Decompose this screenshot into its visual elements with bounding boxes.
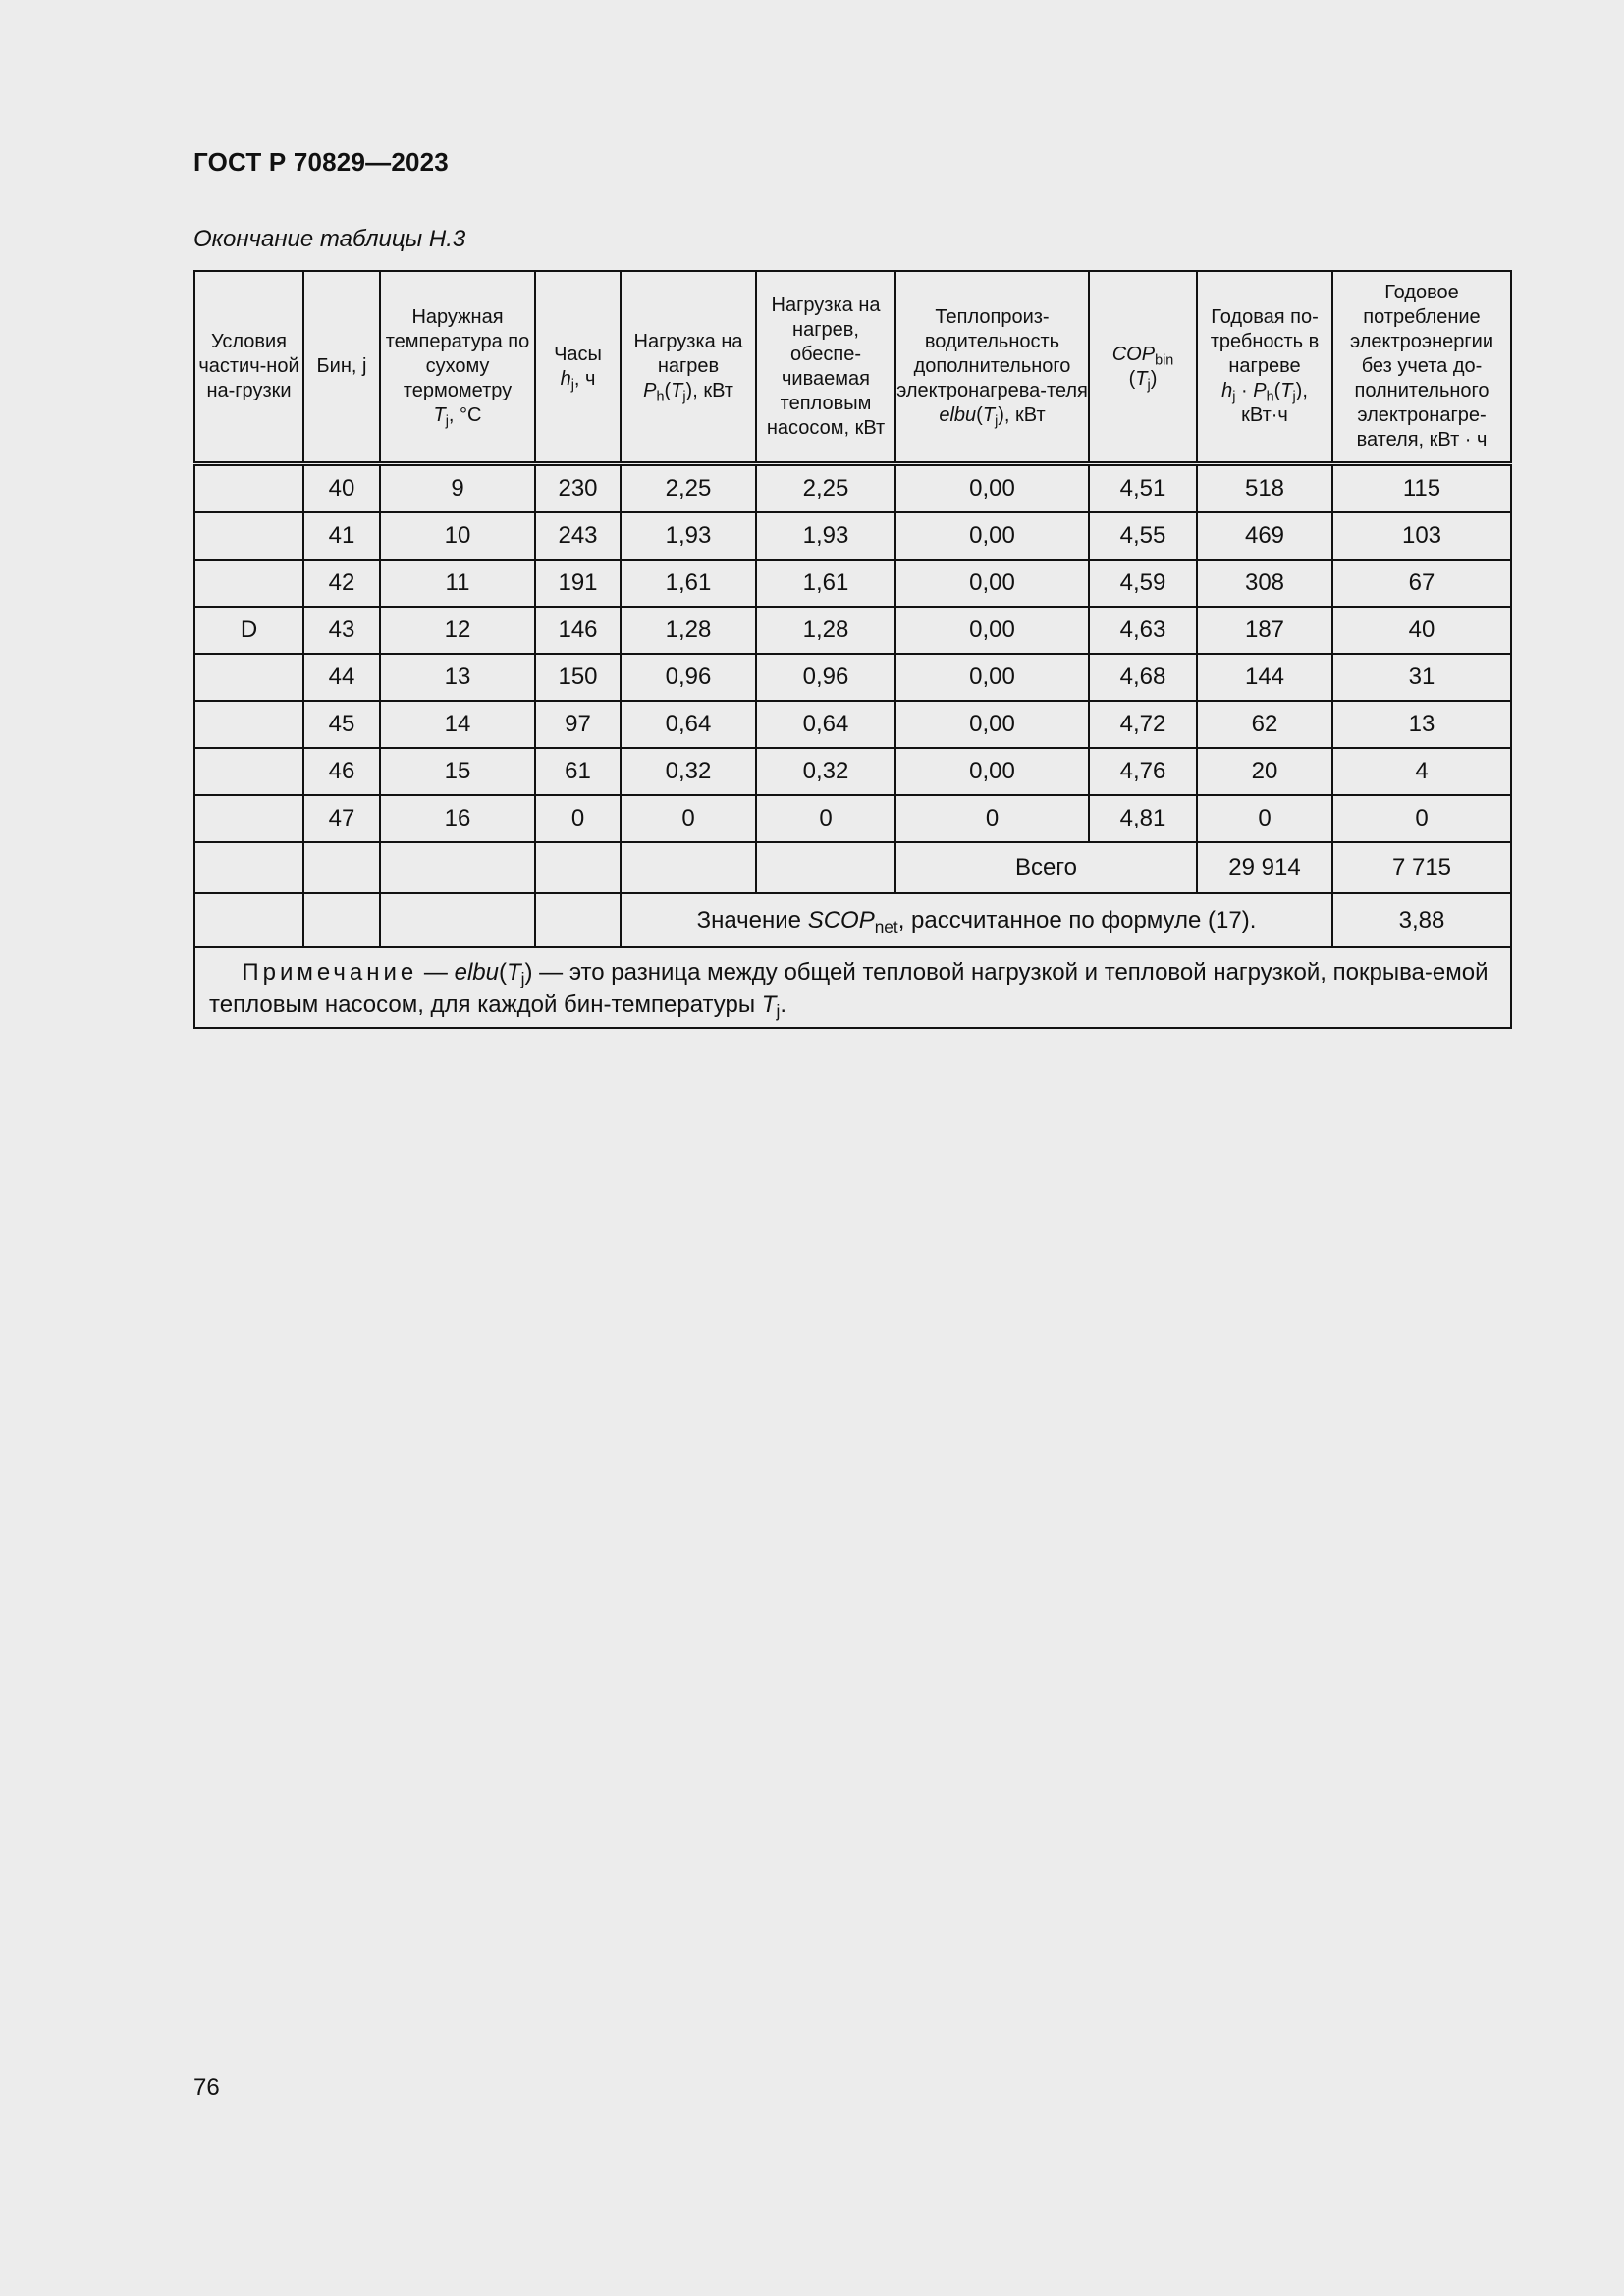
cell-load: 0,64 (621, 701, 756, 748)
cell-hp-load: 0 (756, 795, 895, 842)
cell-demand: 187 (1197, 607, 1332, 654)
col-header-cop: $COP_{bin}$ $(T_j)$ (1089, 271, 1197, 464)
col-header-heating-load: Нагрузка на нагрев $P_h(T_j)$, кВт (621, 271, 756, 464)
cell-cop: 4,51 (1089, 464, 1197, 513)
cell-consumption: 103 (1332, 512, 1511, 560)
cell-consumption: 67 (1332, 560, 1511, 607)
cell-temp: 16 (380, 795, 535, 842)
header-row (194, 271, 1511, 464)
cell-consumption: 13 (1332, 701, 1511, 748)
cell-load: 0,96 (621, 654, 756, 701)
cell-demand: 469 (1197, 512, 1332, 560)
table-row (194, 701, 1511, 748)
cell-hp-load: 0,96 (756, 654, 895, 701)
note-label: Примечание (242, 959, 418, 986)
cell-load: 0 (621, 795, 756, 842)
group-cell (194, 748, 303, 795)
total-consumption: 7 715 (1332, 842, 1511, 893)
col-header-bin: Бин, j (303, 271, 380, 464)
col-header-temperature: Наружная температура по сухому термометру $T_j$, °С (380, 271, 535, 464)
col-header-heatpump-load: Нагрузка на нагрев, обеспе-чиваемая тепловым насосом, кВт (756, 271, 895, 464)
cell-aux: 0,00 (895, 512, 1089, 560)
empty-cell (194, 842, 303, 893)
cell-hours: 61 (535, 748, 621, 795)
total-label: Всего (895, 842, 1197, 893)
cell-cop: 4,55 (1089, 512, 1197, 560)
empty-cell (535, 842, 621, 893)
cell-demand: 0 (1197, 795, 1332, 842)
table-row (194, 607, 1511, 654)
cell-demand: 144 (1197, 654, 1332, 701)
scop-row (194, 893, 1511, 947)
cell-demand: 62 (1197, 701, 1332, 748)
cell-temp: 14 (380, 701, 535, 748)
cell-demand: 308 (1197, 560, 1332, 607)
cell-temp: 11 (380, 560, 535, 607)
cell-bin: 40 (303, 464, 380, 513)
cell-load: 1,28 (621, 607, 756, 654)
empty-cell (535, 893, 621, 947)
note-row (194, 947, 1511, 1028)
scop-value: 3,88 (1332, 893, 1511, 947)
cell-bin: 47 (303, 795, 380, 842)
empty-cell (380, 893, 535, 947)
cell-consumption: 0 (1332, 795, 1511, 842)
table-caption: Окончание таблицы Н.3 (193, 226, 466, 252)
cell-hp-load: 1,28 (756, 607, 895, 654)
group-cell (194, 512, 303, 560)
col-header-annual-demand: Годовая по-требность в нагреве $h_j \cdot P_h(T_j)$, кВт·ч (1197, 271, 1332, 464)
table-row (194, 748, 1511, 795)
cell-hours: 243 (535, 512, 621, 560)
col-header-conditions: Условия частич-ной на-грузки (194, 271, 303, 464)
cell-hours: 146 (535, 607, 621, 654)
cell-demand: 518 (1197, 464, 1332, 513)
cell-hp-load: 2,25 (756, 464, 895, 513)
cell-hp-load: 1,93 (756, 512, 895, 560)
cell-bin: 46 (303, 748, 380, 795)
cell-temp: 12 (380, 607, 535, 654)
cell-consumption: 115 (1332, 464, 1511, 513)
table-row (194, 654, 1511, 701)
cell-aux: 0,00 (895, 607, 1089, 654)
total-row (194, 842, 1511, 893)
total-demand: 29 914 (1197, 842, 1332, 893)
cell-cop: 4,59 (1089, 560, 1197, 607)
cell-hours: 191 (535, 560, 621, 607)
table-row (194, 560, 1511, 607)
scop-label: Значение $SCOP_{net}$, рассчитанное по формуле (17). (621, 893, 1332, 947)
document-code: ГОСТ Р 70829—2023 (193, 147, 449, 177)
cell-bin: 42 (303, 560, 380, 607)
cell-consumption: 40 (1332, 607, 1511, 654)
cell-aux: 0,00 (895, 560, 1089, 607)
cell-aux: 0 (895, 795, 1089, 842)
group-cell (194, 464, 303, 513)
group-cell (194, 701, 303, 748)
cell-load: 1,61 (621, 560, 756, 607)
cell-load: 2,25 (621, 464, 756, 513)
cell-load: 0,32 (621, 748, 756, 795)
cell-hp-load: 1,61 (756, 560, 895, 607)
cell-hours: 230 (535, 464, 621, 513)
cell-cop: 4,63 (1089, 607, 1197, 654)
group-cell (194, 654, 303, 701)
table-row (194, 512, 1511, 560)
table-row (194, 464, 1511, 513)
cell-aux: 0,00 (895, 701, 1089, 748)
cell-cop: 4,76 (1089, 748, 1197, 795)
empty-cell (303, 893, 380, 947)
cell-aux: 0,00 (895, 654, 1089, 701)
cell-demand: 20 (1197, 748, 1332, 795)
col-header-hours: Часы $h_j$, ч (535, 271, 621, 464)
empty-cell (303, 842, 380, 893)
cell-hours: 97 (535, 701, 621, 748)
cell-cop: 4,68 (1089, 654, 1197, 701)
empty-cell (194, 893, 303, 947)
empty-cell (621, 842, 756, 893)
group-cell (194, 560, 303, 607)
cell-temp: 9 (380, 464, 535, 513)
cell-bin: 45 (303, 701, 380, 748)
cell-hours: 150 (535, 654, 621, 701)
cell-temp: 13 (380, 654, 535, 701)
cell-consumption: 31 (1332, 654, 1511, 701)
group-label: D (194, 607, 303, 654)
cell-bin: 43 (303, 607, 380, 654)
empty-cell (756, 842, 895, 893)
page-number: 76 (193, 2074, 220, 2101)
table-note: Примечание — $elbu(T_j)$ — это разница между общей тепловой нагрузкой и тепловой нагрузкой, покрыва-емой тепловым насосом, для каждой бин-температуры $T_j$. (194, 947, 1511, 1028)
cell-aux: 0,00 (895, 748, 1089, 795)
cell-hp-load: 0,64 (756, 701, 895, 748)
data-table (193, 270, 1512, 1029)
group-cell (194, 795, 303, 842)
cell-temp: 10 (380, 512, 535, 560)
empty-cell (380, 842, 535, 893)
col-header-aux-heater: Теплопроиз-водительность дополнительного электронагрева-теля $elbu(T_j)$, кВт (895, 271, 1089, 464)
cell-cop: 4,72 (1089, 701, 1197, 748)
cell-bin: 44 (303, 654, 380, 701)
cell-cop: 4,81 (1089, 795, 1197, 842)
cell-temp: 15 (380, 748, 535, 795)
table-row (194, 795, 1511, 842)
cell-aux: 0,00 (895, 464, 1089, 513)
cell-hp-load: 0,32 (756, 748, 895, 795)
cell-bin: 41 (303, 512, 380, 560)
cell-consumption: 4 (1332, 748, 1511, 795)
col-header-annual-consumption: Годовое потребление электроэнергии без учета до-полнительного электронагре-вателя, кВт · ч (1332, 271, 1511, 464)
cell-hours: 0 (535, 795, 621, 842)
cell-load: 1,93 (621, 512, 756, 560)
